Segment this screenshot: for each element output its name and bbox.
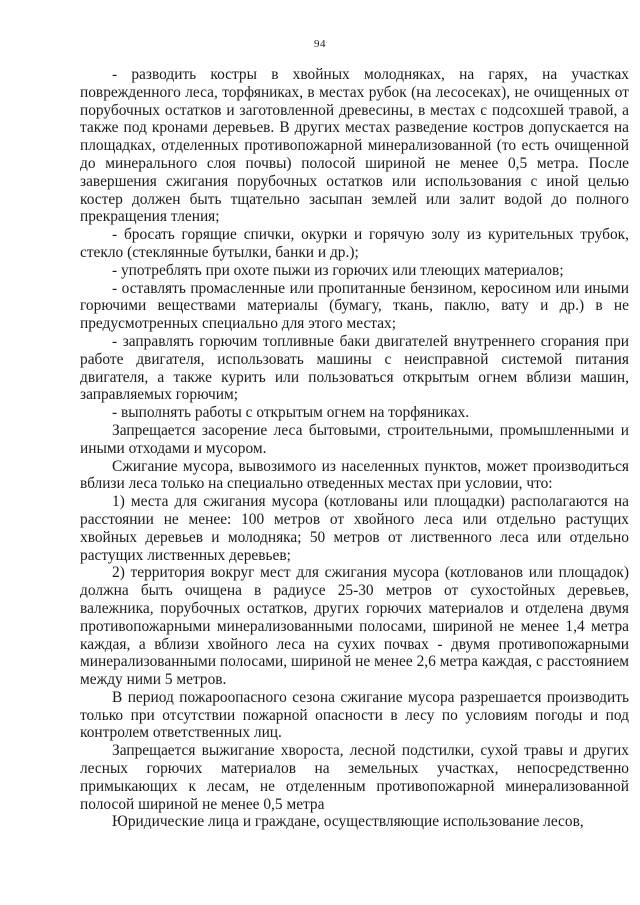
page-number: 94 (314, 38, 326, 50)
paragraph: Сжигание мусора, вывозимого из населенных пунктов, может производиться вблизи леса только на специально отведенных местах при условии, что: (80, 457, 629, 493)
paragraph: - выполнять работы с открытым огнем на торфяниках. (112, 404, 470, 422)
paragraph: - бросать горящие спички, окурки и горячую золу из курительных трубок, стекло (стеклянные бутылки, банки и др.); (80, 226, 629, 261)
paragraph: Запрещается выжигание хвороста, лесной подстилки, сухой травы и других лесных горючих материалов на земельных участках, непосредственно примыкающих к лесам, не отделенным противопожарной минерализованной полосой шириной не менее 0,5 метра (80, 742, 629, 813)
paragraph: - употреблять при охоте пыжи из горючих или тлеющих материалов; (112, 261, 564, 279)
paragraph: Юридические лица и граждане, осуществляющие использование лесов, (112, 813, 584, 831)
paragraph: - разводить костры в хвойных молодняках, на гарях, на участках поврежденного леса, торфяниках, в местах рубок (на лесосеках), не очищенных от порубочных остатков и заготовленной древесины, в местах с подсохшей травой, а также под кронами деревьев. В других местах разведение костров допускается на площадках, отделенных противопожарной минерализованной (то есть очищенной до минерального слоя почвы) полосой шириной не менее 0,5 метра. После завершения сжигания порубочных остатков или использования с иной целью костер должен быть тщательно засыпан землей или залит водой до полного прекращения тления; (80, 66, 629, 226)
paragraph: 2) территория вокруг мест для сжигания мусора (котлованов или площадок) должна быть очищена в радиусе 25-30 метров от сухостойных деревьев, валежника, порубочных остатков, других горючих материалов и отделена двумя противопожарными минерализованными полосами, шириной не менее 1,4 метра каждая, а вблизи хвойного леса на сухих почвах - двумя противопожарными минерализованными полосами, шириной не менее 2,6 метра каждая, с расстоянием между ними 5 метров. (80, 564, 629, 689)
document-body (80, 66, 629, 831)
paragraph: В период пожароопасного сезона сжигание мусора разрешается производить только при отсутствии пожарной опасности в лесу по условиям погоды и под контролем ответственных лиц. (80, 688, 629, 742)
paragraph: 1) места для сжигания мусора (котлованы или площадки) располагаются на расстоянии не менее: 100 метров от хвойного леса или отдельно растущих хвойных деревьев и молодняка; 50 метров от лиственного леса или отдельно растущих лиственных деревьев; (80, 493, 629, 564)
paragraph: Запрещается засорение леса бытовыми, строительными, промышленными и иными отходами и мусором. (80, 421, 629, 457)
paragraph: - оставлять промасленные или пропитанные бензином, керосином или иными горючими веществами материалы (бумагу, ткань, паклю, вату и др.) в не предусмотренных специально для этого местах; (80, 279, 629, 333)
paragraph: - заправлять горючим топливные баки двигателей внутреннего сгорания при работе двигателя, использовать машины с неисправной системой питания двигателя, а также курить или пользоваться открытым огнем вблизи машин, заправляемых горючим; (80, 332, 629, 404)
